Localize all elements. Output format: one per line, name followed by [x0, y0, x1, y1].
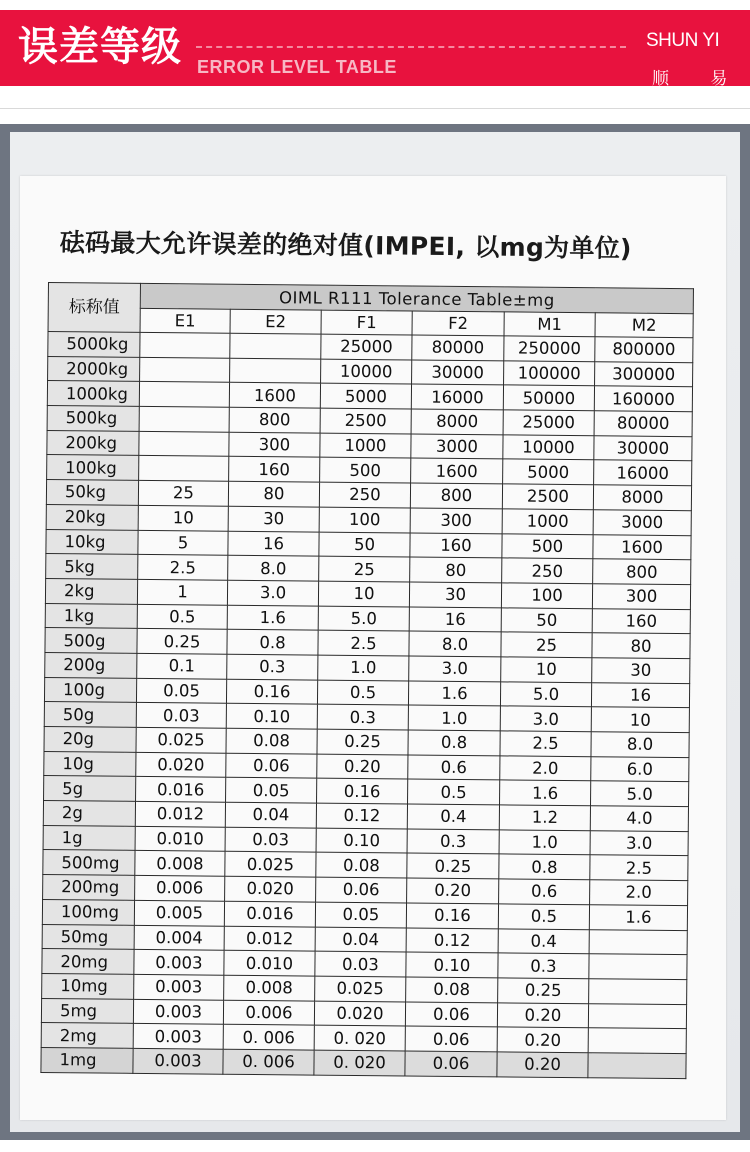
tolerance-cell-e2: 0.10 [226, 704, 317, 730]
tolerance-cell-f1: 0. 020 [314, 1025, 405, 1051]
tolerance-cell-e1 [139, 382, 229, 408]
tolerance-cell-m2: 1.6 [589, 905, 687, 931]
tolerance-cell-e2: 0.025 [225, 852, 316, 878]
nominal-value-cell: 20kg [46, 504, 138, 530]
class-header-f1: F1 [321, 310, 412, 335]
tolerance-cell-e2: 0.016 [224, 901, 315, 927]
tolerance-cell-f2: 8.0 [409, 631, 501, 657]
table-caption: OIML R111 Tolerance Table±mg [140, 283, 693, 313]
tolerance-cell-e1: 0.003 [133, 1048, 223, 1074]
nominal-value-cell: 20g [44, 726, 136, 752]
tolerance-cell-f2: 0.06 [405, 1051, 497, 1077]
tolerance-cell-e2: 160 [229, 457, 320, 483]
tolerance-cell-m2: 300 [592, 584, 690, 610]
tolerance-cell-e1: 0.005 [134, 900, 224, 926]
tolerance-cell-e1: 0.010 [135, 826, 225, 852]
tolerance-cell-m1: 1000 [502, 509, 593, 535]
header-rule [0, 108, 750, 109]
nominal-value-cell: 200g [45, 652, 137, 678]
tolerance-cell-e2: 0.020 [225, 876, 316, 902]
banner-title: 误差等级 [18, 24, 182, 70]
nominal-value-cell: 2g [43, 801, 135, 827]
tolerance-cell-m1: 2.0 [500, 756, 591, 782]
tolerance-cell-f2: 1.0 [408, 705, 500, 731]
tolerance-cell-e1: 5 [138, 530, 228, 556]
brand-name-en: SHUN YI [646, 30, 720, 51]
tolerance-cell-e2: 0.012 [224, 926, 315, 952]
tolerance-cell-m1: 2500 [502, 484, 593, 510]
tolerance-cell-f2: 0.08 [406, 977, 498, 1003]
tolerance-cell-f2: 3.0 [409, 656, 501, 682]
nominal-value-cell: 20mg [42, 949, 134, 975]
tolerance-cell-m2 [589, 979, 687, 1005]
tolerance-cell-e1: 0.008 [135, 851, 225, 877]
tolerance-cell-f1: 0.020 [314, 1001, 405, 1027]
tolerance-cell-m1: 0.20 [497, 1002, 588, 1028]
tolerance-cell-f2: 0.16 [406, 903, 498, 929]
tolerance-cell-e1: 0.020 [136, 752, 226, 778]
tolerance-cell-f2: 80 [410, 557, 502, 583]
tolerance-cell-m2: 2.0 [590, 880, 688, 906]
tolerance-cell-e1: 0.025 [136, 727, 226, 753]
nominal-value-cell: 500kg [47, 406, 139, 432]
tolerance-cell-f1: 50 [319, 532, 410, 558]
nominal-value-cell: 2000kg [48, 356, 140, 382]
tolerance-cell-e2: 0.05 [226, 778, 317, 804]
tolerance-cell-m2: 80 [592, 633, 690, 659]
nominal-value-cell: 5g [44, 776, 136, 802]
header-banner [0, 10, 750, 89]
nominal-value-cell: 2mg [41, 1023, 133, 1049]
nominal-value-cell: 10g [44, 751, 136, 777]
tolerance-cell-m1: 50000 [503, 385, 594, 411]
tolerance-table-wrapper [40, 282, 693, 1079]
tolerance-cell-m1: 0.5 [498, 904, 589, 930]
nominal-value-cell: 1mg [41, 1047, 133, 1073]
tolerance-cell-m2 [589, 954, 687, 980]
tolerance-cell-m2: 6.0 [591, 756, 689, 782]
tolerance-cell-e2: 0.8 [227, 629, 318, 655]
tolerance-cell-f2: 0.3 [407, 829, 499, 855]
tolerance-cell-m2: 80000 [594, 411, 692, 437]
banner-subtitle: ERROR LEVEL TABLE [197, 57, 397, 77]
tolerance-cell-e2: 0. 006 [223, 1049, 314, 1075]
tolerance-cell-e2: 800 [229, 407, 320, 433]
tolerance-cell-f1: 10000 [321, 359, 412, 385]
tolerance-cell-f1: 0.05 [315, 902, 406, 928]
nominal-value-cell: 5000kg [48, 332, 140, 358]
tolerance-cell-m1: 25000 [503, 410, 594, 436]
tolerance-cell-f2: 30 [409, 582, 501, 608]
tolerance-cell-m2: 8000 [593, 485, 691, 511]
tolerance-cell-f2: 0.10 [406, 952, 498, 978]
tolerance-cell-f1: 0.12 [316, 803, 407, 829]
tolerance-cell-m2: 800000 [595, 337, 693, 363]
tolerance-cell-m1: 10 [501, 657, 592, 683]
tolerance-cell-e2: 30 [228, 506, 319, 532]
tolerance-cell-m1: 5000 [503, 459, 594, 485]
class-header-m2: M2 [595, 313, 693, 338]
tolerance-cell-e1: 25 [138, 481, 228, 507]
tolerance-cell-e1 [140, 332, 230, 358]
tolerance-table [40, 282, 694, 1079]
tolerance-cell-e1: 10 [138, 505, 228, 531]
nominal-value-cell: 100g [44, 677, 136, 703]
nominal-value-cell: 5kg [46, 554, 138, 580]
tolerance-cell-f1: 0.06 [316, 877, 407, 903]
class-header-m1: M1 [504, 312, 595, 337]
tolerance-cell-e2: 80 [228, 481, 319, 507]
tolerance-cell-m2 [589, 929, 687, 955]
tolerance-cell-e1 [139, 431, 229, 457]
nominal-value-cell: 50kg [46, 480, 138, 506]
tolerance-cell-f2: 16 [409, 607, 501, 633]
tolerance-cell-e2: 0.008 [224, 975, 315, 1001]
tolerance-cell-f2: 0.06 [405, 1026, 497, 1052]
tolerance-cell-m2: 16000 [594, 460, 692, 486]
tolerance-cell-m1: 250 [502, 558, 593, 584]
tolerance-cell-m1: 50 [501, 607, 592, 633]
tolerance-cell-f2: 0.12 [406, 927, 498, 953]
tolerance-cell-f2: 0.20 [407, 878, 499, 904]
tolerance-cell-m2: 3000 [593, 510, 691, 536]
tolerance-cell-m1: 500 [502, 533, 593, 559]
tolerance-cell-f2: 0.06 [405, 1002, 497, 1028]
tolerance-cell-f1: 0. 020 [314, 1050, 405, 1076]
tolerance-cell-m1: 3.0 [500, 706, 591, 732]
nominal-value-cell: 200kg [47, 430, 139, 456]
tolerance-cell-f1: 2.5 [318, 630, 409, 656]
tolerance-cell-m1: 25 [501, 632, 592, 658]
nominal-value-cell: 10kg [46, 529, 138, 555]
tolerance-cell-e1: 0.25 [137, 629, 227, 655]
tolerance-cell-e2: 1600 [229, 383, 320, 409]
tolerance-cell-f1: 500 [320, 458, 411, 484]
nominal-value-cell: 100mg [42, 899, 134, 925]
tolerance-cell-e2: 8.0 [228, 555, 319, 581]
tolerance-cell-f2: 0.25 [407, 853, 499, 879]
tolerance-cell-m1: 0.8 [499, 854, 590, 880]
tolerance-cell-f1: 0.20 [317, 754, 408, 780]
nominal-value-cell: 500g [45, 628, 137, 654]
tolerance-cell-e2: 1.6 [227, 605, 318, 631]
tolerance-cell-e2 [230, 333, 321, 359]
document-title: 砝码最大允许误差的绝对值(IMPEI, 以mg为单位) [59, 227, 632, 263]
table-body [41, 332, 693, 1079]
tolerance-cell-f2: 0.4 [407, 804, 499, 830]
tolerance-cell-m2: 2.5 [590, 855, 688, 881]
nominal-value-cell: 50g [44, 702, 136, 728]
tolerance-cell-m2: 3.0 [590, 830, 688, 856]
tolerance-cell-e1: 2.5 [138, 555, 228, 581]
tolerance-cell-f1: 0.08 [316, 853, 407, 879]
tolerance-cell-m1: 10000 [503, 435, 594, 461]
tolerance-cell-m1: 100 [501, 583, 592, 609]
tolerance-cell-f1: 0.04 [315, 927, 406, 953]
tolerance-cell-f2: 0.8 [408, 730, 500, 756]
tolerance-cell-m1: 100000 [504, 361, 595, 387]
nominal-value-cell: 1000kg [47, 381, 139, 407]
brand-name-cn: 顺 易 [652, 69, 746, 89]
tolerance-cell-f2: 3000 [411, 434, 503, 460]
class-header-f2: F2 [412, 311, 504, 336]
tolerance-cell-f1: 0.03 [315, 951, 406, 977]
tolerance-cell-e1: 0.1 [137, 653, 227, 679]
tolerance-cell-e2: 0. 006 [223, 1024, 314, 1050]
tolerance-cell-e2: 16 [228, 531, 319, 557]
tolerance-cell-e2: 0.08 [226, 728, 317, 754]
tolerance-cell-f2: 800 [410, 483, 502, 509]
tolerance-cell-m1: 1.2 [499, 805, 590, 831]
nominal-value-cell: 1kg [45, 603, 137, 629]
tolerance-cell-m1: 5.0 [500, 681, 591, 707]
tolerance-cell-e1: 0.012 [135, 801, 225, 827]
tolerance-cell-e1: 0.006 [135, 875, 225, 901]
tolerance-cell-m1: 1.6 [500, 780, 591, 806]
tolerance-cell-f2: 80000 [412, 335, 504, 361]
tolerance-cell-e2: 0.010 [224, 950, 315, 976]
nominal-value-cell: 2kg [45, 578, 137, 604]
tolerance-cell-f2: 16000 [411, 384, 503, 410]
tolerance-cell-e2: 0.3 [227, 654, 318, 680]
tolerance-cell-m1: 0.3 [498, 953, 589, 979]
tolerance-cell-m1: 0.4 [498, 928, 589, 954]
tolerance-cell-f1: 0.16 [317, 778, 408, 804]
tolerance-cell-m2: 160000 [594, 386, 692, 412]
tolerance-cell-m1: 250000 [504, 336, 595, 362]
tolerance-cell-e2: 0.16 [226, 679, 317, 705]
tolerance-cell-m2: 16 [591, 682, 689, 708]
tolerance-cell-e1: 0.03 [136, 703, 226, 729]
tolerance-cell-f1: 10 [318, 581, 409, 607]
tolerance-cell-f1: 5.0 [318, 606, 409, 632]
tolerance-cell-e2: 300 [229, 432, 320, 458]
tolerance-cell-e2: 0.04 [225, 802, 316, 828]
tolerance-cell-m2: 30000 [594, 435, 692, 461]
tolerance-cell-f2: 300 [410, 508, 502, 534]
tolerance-cell-f2: 0.5 [408, 779, 500, 805]
tolerance-cell-m2 [588, 1053, 686, 1079]
tolerance-cell-f1: 0.10 [316, 828, 407, 854]
tolerance-cell-m2: 10 [591, 707, 689, 733]
nominal-value-cell: 100kg [47, 455, 139, 481]
tolerance-cell-m1: 0.20 [497, 1027, 588, 1053]
nominal-value-header: 标称值 [48, 283, 140, 333]
tolerance-cell-f2: 160 [410, 532, 502, 558]
tolerance-cell-e1: 0.5 [137, 604, 227, 630]
tolerance-cell-e1: 1 [137, 579, 227, 605]
tolerance-cell-e1: 0.05 [136, 678, 226, 704]
tolerance-cell-f1: 1000 [320, 433, 411, 459]
tolerance-cell-e2: 0.06 [226, 753, 317, 779]
tolerance-cell-e1 [139, 456, 229, 482]
tolerance-cell-f2: 30000 [412, 360, 504, 386]
tolerance-cell-f1: 0.3 [317, 704, 408, 730]
nominal-value-cell: 1g [43, 825, 135, 851]
tolerance-cell-f1: 25 [319, 556, 410, 582]
tolerance-cell-m2: 8.0 [591, 732, 689, 758]
tolerance-cell-f1: 0.5 [317, 680, 408, 706]
class-header-e1: E1 [140, 308, 230, 333]
tolerance-cell-e1: 0.003 [133, 1024, 223, 1050]
tolerance-cell-e1: 0.004 [134, 925, 224, 951]
tolerance-cell-e2: 3.0 [227, 580, 318, 606]
tolerance-cell-m2 [588, 1003, 686, 1029]
tolerance-cell-f1: 250 [319, 482, 410, 508]
tolerance-cell-e1 [139, 406, 229, 432]
tolerance-cell-m1: 0.6 [499, 879, 590, 905]
tolerance-cell-f2: 0.6 [408, 755, 500, 781]
tolerance-cell-f2: 1600 [411, 458, 503, 484]
tolerance-cell-f2: 1.6 [408, 681, 500, 707]
tolerance-cell-m1: 0.20 [497, 1052, 588, 1078]
nominal-value-cell: 10mg [42, 973, 134, 999]
tolerance-cell-e2: 0.03 [225, 827, 316, 853]
tolerance-cell-m2 [588, 1028, 686, 1054]
banner-divider [196, 46, 626, 48]
tolerance-cell-e1: 0.003 [133, 999, 223, 1025]
tolerance-cell-e2: 0.006 [223, 1000, 314, 1026]
tolerance-cell-f1: 100 [319, 507, 410, 533]
tolerance-cell-e1 [140, 357, 230, 383]
tolerance-cell-e1: 0.003 [134, 950, 224, 976]
tolerance-cell-e2 [230, 358, 321, 384]
tolerance-cell-f1: 0.25 [317, 729, 408, 755]
tolerance-cell-f2: 8000 [411, 409, 503, 435]
tolerance-cell-f1: 1.0 [318, 655, 409, 681]
tolerance-cell-e1: 0.016 [136, 777, 226, 803]
tolerance-cell-m1: 2.5 [500, 731, 591, 757]
nominal-value-cell: 200mg [43, 875, 135, 901]
tolerance-cell-m2: 5.0 [590, 781, 688, 807]
tolerance-cell-m2: 4.0 [590, 806, 688, 832]
tolerance-cell-m2: 1600 [593, 534, 691, 560]
tolerance-cell-f1: 25000 [321, 334, 412, 360]
tolerance-cell-e1: 0.003 [134, 974, 224, 1000]
tolerance-cell-m1: 1.0 [499, 830, 590, 856]
class-header-e2: E2 [230, 309, 321, 334]
nominal-value-cell: 50mg [42, 924, 134, 950]
tolerance-cell-f1: 2500 [320, 408, 411, 434]
tolerance-cell-m1: 0.25 [498, 978, 589, 1004]
tolerance-cell-m2: 30 [592, 658, 690, 684]
tolerance-cell-m2: 300000 [595, 361, 693, 387]
tolerance-cell-m2: 160 [592, 608, 690, 634]
nominal-value-cell: 500mg [43, 850, 135, 876]
tolerance-cell-m2: 800 [593, 559, 691, 585]
tolerance-cell-f1: 0.025 [315, 976, 406, 1002]
nominal-value-cell: 5mg [41, 998, 133, 1024]
tolerance-cell-f1: 5000 [320, 383, 411, 409]
